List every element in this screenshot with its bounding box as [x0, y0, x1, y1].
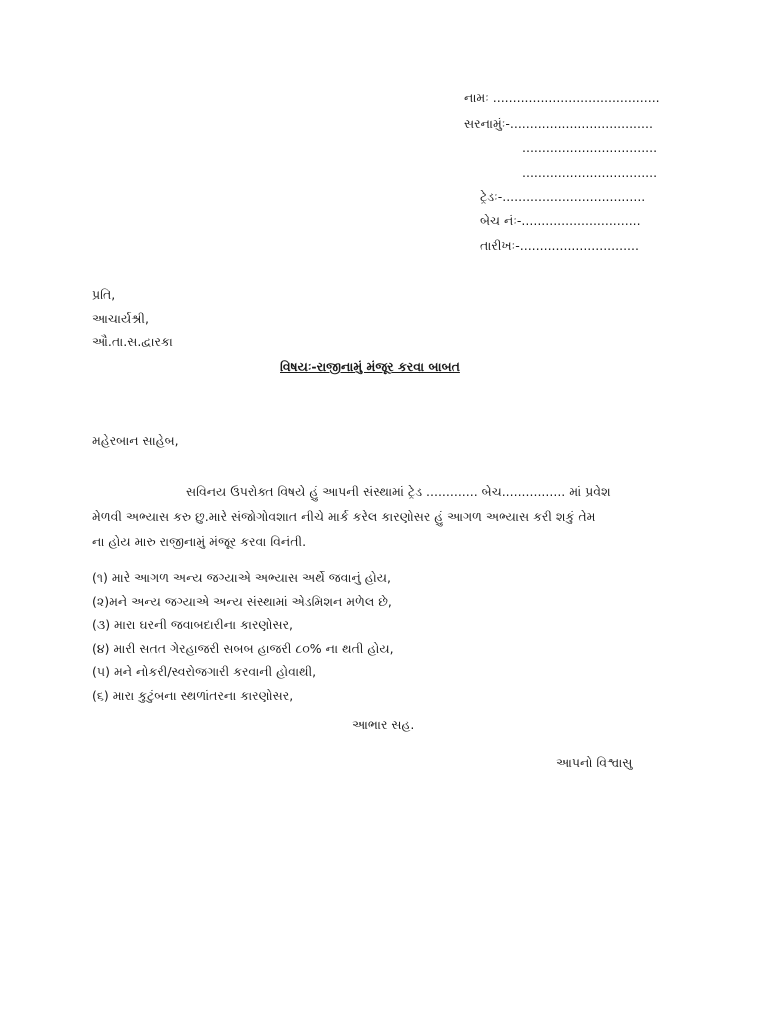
- signoff: આપનો વિશ્વાસુ: [556, 755, 633, 770]
- reason-item: (૬) મારા કુટુંબના સ્થળાંતરના કારણોસર,: [92, 687, 294, 703]
- address-line-2: ..................................: [522, 140, 658, 155]
- reason-item: (૫) મને નોકરી/સ્વરોજગારી કરવાની હોવાથી,: [92, 664, 317, 680]
- body-line-1: સવિનય ઉપરોક્ત વિષયે હું આપની સંસ્થામાં ટ્રેડ ............. બેચ................ માં પ્રવેશ: [186, 484, 611, 499]
- recipient-institute: ઔ.તા.સ.દ્વારકા: [92, 334, 173, 349]
- reason-item: (૨)મને અન્ય જગ્યાએ અન્ય સંસ્થામાં એડમિશન મળેલ છે,: [92, 593, 392, 609]
- address-line-3: ..................................: [522, 165, 658, 180]
- reason-item: (૩) મારા ઘરની જવાબદારીના કારણોસર,: [92, 617, 294, 633]
- recipient-title: આચાર્યશ્રી,: [92, 311, 149, 326]
- date-field: તારીખઃ-..............................: [480, 238, 639, 253]
- recipient-to: પ્રતિ,: [92, 287, 116, 302]
- salutation: મહેરબાન સાહેબ,: [92, 433, 179, 448]
- batch-field: બેચ નંઃ-..............................: [480, 213, 641, 228]
- address-field: સરનામુંઃ-....................................: [464, 116, 653, 131]
- body-line-3: ના હોય મારુ રાજીનામું મંજૂર કરવા વિનંતી.: [92, 534, 307, 549]
- subject-line: વિષયઃ-રાજીનામું મંજૂર કરવા બાબત: [280, 359, 460, 374]
- name-field: નામઃ ..........................................: [464, 90, 660, 105]
- letter-body: [92, 479, 682, 554]
- trade-field: ટ્રેડઃ-....................................: [480, 189, 646, 204]
- reason-item: (૪) મારી સતત ગેરહાજરી સબબ હાજરી ૮૦% ના થતી હોય,: [92, 640, 394, 656]
- body-line-2: મેળવી અભ્યાસ કરુ છુ.મારે સંજોગોવશાત નીચે માર્ક કરેલ કારણોસર હું આગળ અભ્યાસ કરી શકું તેમ: [92, 509, 596, 524]
- closing: આભાર સહ.: [352, 717, 415, 732]
- reasons-list: [92, 566, 394, 708]
- reason-item: (૧) મારે આગળ અન્ય જગ્યાએ અભ્યાસ અર્થે જવાનું હોય,: [92, 570, 391, 585]
